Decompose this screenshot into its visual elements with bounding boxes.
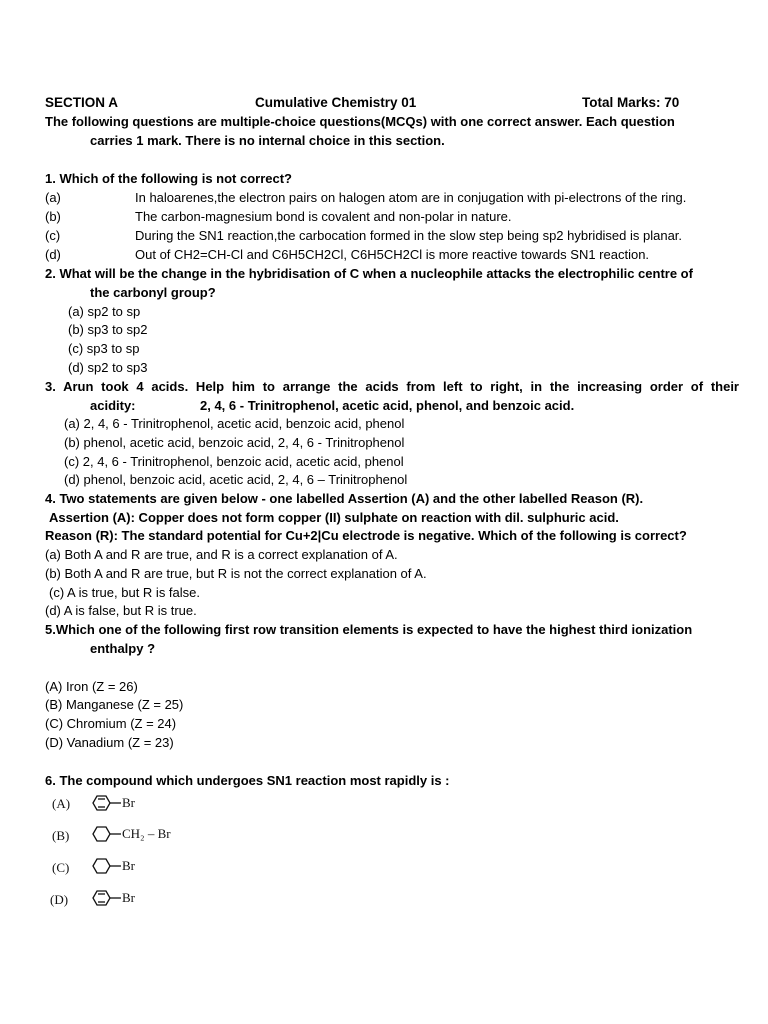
q4-option-d: (d) A is false, but R is true. [45,603,197,618]
q5-option-a: (A) Iron (Z = 26) [45,679,138,694]
q6-substituent-c: Br [122,858,135,873]
q2-number: 2 [45,266,53,281]
q6-question: 6. The compound which undergoes SN1 reaction most rapidly is : [45,773,450,788]
cyclohexane-ring-icon [93,859,110,873]
instructions-line-2: carries 1 mark. There is no internal choice in this section. [90,133,445,148]
q1-option-label-c: (c) [45,228,61,243]
q1-option-label-b: (b) [45,209,61,224]
q6-substituent-d: Br [122,890,135,905]
q1-option-label-d: (d) [45,247,61,262]
q2-option-b: (b) sp3 to sp2 [68,322,148,337]
q6-substituent-a: Br [122,795,135,810]
q5-option-d: (D) Vanadium (Z = 23) [45,735,174,750]
cyclohexane-ring-icon [93,827,110,841]
q3-question-line-1: 3. Arun took 4 acids. Help him to arrange the acids from left to right, in the increasing order of their [45,379,739,394]
q6-option-label-d: (D) [50,892,69,907]
q5-question-line-1: 5.Which one of the following first row transition elements is expected to have the highest third ionization [45,622,693,637]
q1-option-text-a: In haloarenes,the electron pairs on halogen atom are in conjugation with pi-electrons of the ring. [135,190,687,205]
q5-option-c: (C) Chromium (Z = 24) [45,716,177,731]
q1-option-text-b: The carbon-magnesium bond is covalent and non-polar in nature. [135,209,512,224]
q2-question-line-1 [45,266,693,282]
q3-option-b: (b) phenol, acetic acid, benzoic acid, 2, 4, 6 - Trinitrophenol [64,435,405,450]
q4-option-c: (c) A is true, but R is false. [49,585,200,600]
q2-question-line-2: the carbonyl group? [90,285,216,300]
q6-structures [48,790,188,920]
q2-question-text: . What will be the change in the hybridisation of C when a nucleophile attacks the electrophilic centre of [52,266,693,281]
q3-option-a: (a) 2, 4, 6 - Trinitrophenol, acetic acid, benzoic acid, phenol [64,416,405,431]
q2-option-d: (d) sp2 to sp3 [68,360,148,375]
q1-option-label-a: (a) [45,190,61,205]
q4-option-b: (b) Both A and R are true, but R is not the correct explanation of A. [45,566,427,581]
cyclohexadiene-ring-icon [93,891,110,905]
q3-question-line-2a: acidity: [90,398,136,413]
q5-option-b: (B) Manganese (Z = 25) [45,697,184,712]
paper-title: Cumulative Chemistry 01 [255,95,417,110]
q1-question: 1. Which of the following is not correct? [45,171,292,186]
q4-reason: Reason (R): The standard potential for Cu+2|Cu electrode is negative. Which of the following is correct? [45,528,687,543]
q1-option-text-c: During the SN1 reaction,the carbocation formed in the slow step being sp2 hybridised is planar. [135,228,683,243]
instructions-line-1: The following questions are multiple-choice questions(MCQs) with one correct answer. Each question [45,114,675,129]
q3-option-d: (d) phenol, benzoic acid, acetic acid, 2, 4, 6 – Trinitrophenol [64,472,408,487]
q6-option-label-b: (B) [52,828,70,843]
q4-question: 4. Two statements are given below - one labelled Assertion (A) and the other labelled Reason (R). [45,491,644,506]
q1-option-text-d: Out of CH2=CH-Cl and C6H5CH2Cl, C6H5CH2Cl is more reactive towards SN1 reaction. [135,247,650,262]
q2-option-a: (a) sp2 to sp [68,304,141,319]
q4-option-a: (a) Both A and R are true, and R is a correct explanation of A. [45,547,398,562]
q2-option-c: (c) sp3 to sp [68,341,140,356]
benzene-ring-icon [93,796,110,810]
q3-question-line-2b: 2, 4, 6 - Trinitrophenol, acetic acid, phenol, and benzoic acid. [200,398,575,413]
q4-assertion: Assertion (A): Copper does not form copper (II) sulphate on reaction with dil. sulphuric acid. [49,510,619,525]
q6-option-label-c: (C) [52,860,70,875]
q5-question-line-2: enthalpy ? [90,641,156,656]
q6-substituent-b: CH₂ – Br [122,826,171,841]
q6-option-label-a: (A) [52,796,71,811]
section-label: SECTION A [45,95,119,110]
total-marks: Total Marks: 70 [582,95,680,110]
q3-option-c: (c) 2, 4, 6 - Trinitrophenol, benzoic acid, acetic acid, phenol [64,454,404,469]
